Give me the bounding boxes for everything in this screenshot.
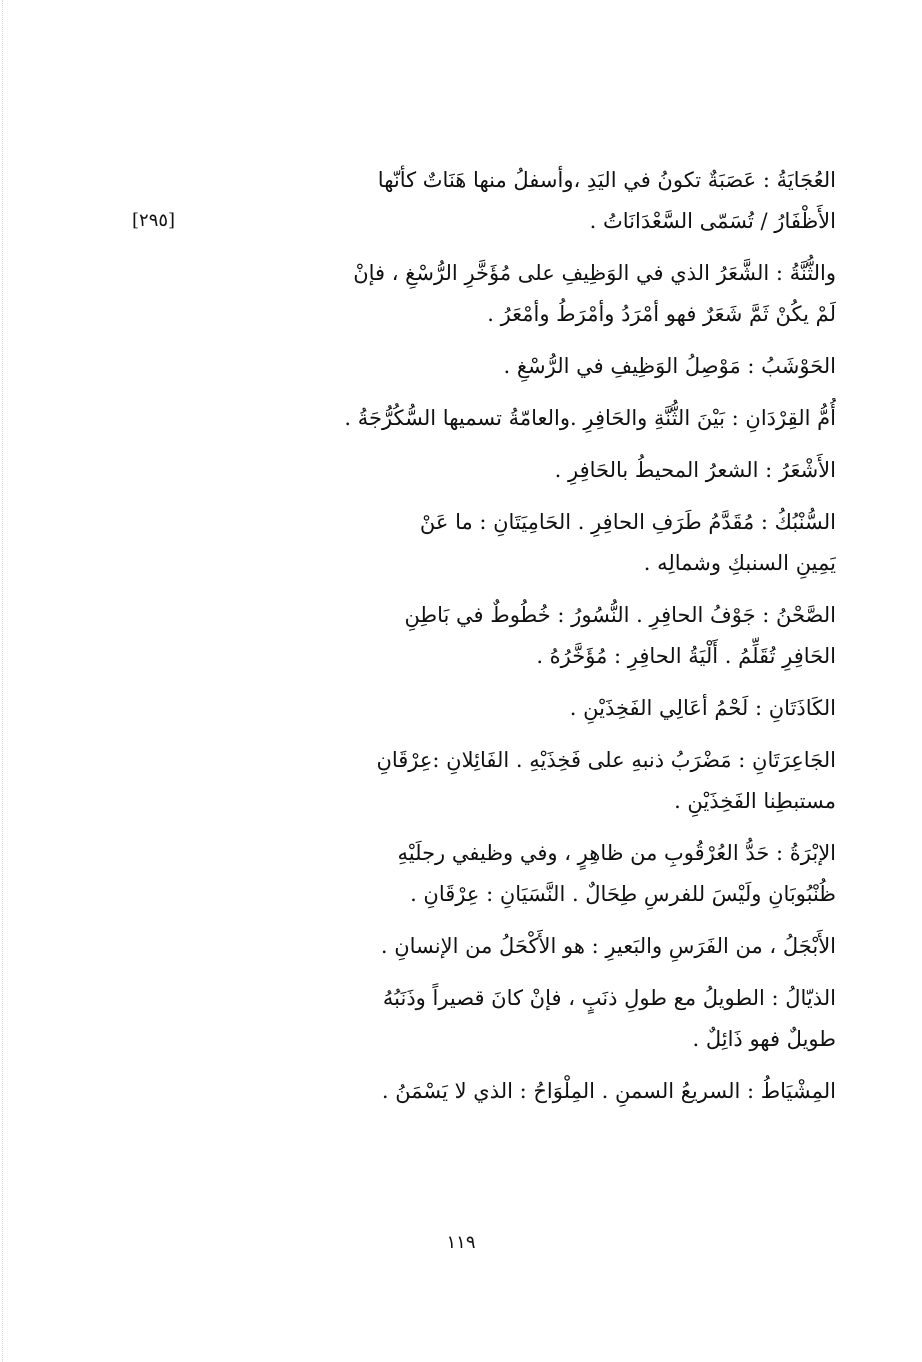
entry-jairatan — [200, 740, 836, 822]
text-line: السُّنْبُكُ : مُقَدَّمُ طَرَفِ الحافِرِ . الحَامِيَتَانِ : ما عَنْ — [419, 510, 836, 534]
entry-dhayyal — [200, 978, 836, 1060]
entry-abjal — [200, 926, 836, 967]
text-line: الأَشْعَرُ : الشعرُ المحيطُ بالحَافِرِ . — [554, 458, 836, 482]
text-line: لَمْ يكُنْ ثَمَّ شَعَرٌ فهو أمْرَدُ وأمْرَطُ وأمْعَرُ . — [487, 302, 836, 326]
text-line: الأَظْفَارُ / تُسَمّى السَّعْدَانَاتُ . — [589, 209, 836, 233]
text-line: أُمُّ القِرْدَانِ : بَيْنَ الثُّنَّةِ والحَافِرِ .والعامّةُ تسميها السُّكُرُّجَةُ . — [344, 406, 836, 430]
text-line: مستبطِنا الفَخِذَيْنِ . — [674, 789, 836, 813]
text-line: طويلٌ فهو ذَائِلٌ . — [692, 1027, 836, 1051]
scan-edge — [2, 0, 11, 1362]
entry-umm-qirdan — [200, 398, 836, 439]
text-line: الحَوْشَبُ : مَوْصِلُ الوَظِيفِ في الرُّسْغِ . — [503, 354, 836, 378]
text-line: ظُنْبُوبَانِ ولَيْسَ للفرسِ طِحَالٌ . النَّسَيَانِ : عِرْقَانِ . — [410, 882, 836, 906]
text-line: الأَبْجَلُ ، من الفَرَسِ والبَعيرِ : هو الأَكْحَلُ من الإنسانِ . — [380, 934, 836, 958]
entry-ujaya — [200, 160, 836, 242]
entry-thunna — [200, 253, 836, 335]
text-line: يَمِينِ السنبكِ وشمالِه . — [643, 551, 836, 575]
entry-hawshab — [200, 346, 836, 387]
text-line: المِشْيَاطُ : السريعُ السمنِ . المِلْوَاحُ : الذي لا يَسْمَنُ . — [381, 1079, 836, 1103]
page-number: ١١٩ — [446, 1232, 476, 1253]
text-line: الصَّحْنُ : جَوْفُ الحافِرِ . النُّسُورُ : خُطُوطٌ في بَاطِنِ — [404, 603, 836, 627]
text-line: الجَاعِرَتَانِ : مَضْرَبُ ذنبهِ على فَخِذَيْهِ . الفَائِلانِ :عِرْقَانِ — [376, 748, 836, 772]
body-text — [200, 160, 836, 1123]
text-line: الحَافِرِ تُقَلِّمُ . أَلْيَةُ الحافِرِ : مُؤَخَّرُهُ . — [536, 644, 836, 668]
entry-kadhatan — [200, 688, 836, 729]
text-line: والثُّنَّةُ : الشَّعَرُ الذي في الوَظِيفِ على مُؤَخَّرِ الرُّسْغِ ، فإنْ — [353, 261, 836, 285]
margin-reference: [٢٩٥] — [132, 210, 176, 231]
entry-ibra — [200, 833, 836, 915]
entry-ashar — [200, 450, 836, 491]
entry-sahn — [200, 595, 836, 677]
text-line: الذيّالُ : الطويلُ مع طولِ ذنَبٍ ، فإنْ كانَ قصيراً وذَنَبُهُ — [382, 986, 836, 1010]
text-line: الكَاذَتَانِ : لَحْمُ أعَالِي الفَخِذَيْنِ . — [569, 696, 836, 720]
entry-sunbuk — [200, 502, 836, 584]
entry-mishyat — [200, 1071, 836, 1112]
text-line: العُجَايَةُ : عَصَبَةٌ تكونُ في اليَدِ ،وأسفلُ منها هَنَاتٌ كأنّها — [377, 168, 836, 192]
text-line: الإبْرَةُ : حَدُّ العُرْقُوبِ من ظاهِرٍ ، وفي وظيفي رجلَيْهِ — [397, 841, 836, 865]
